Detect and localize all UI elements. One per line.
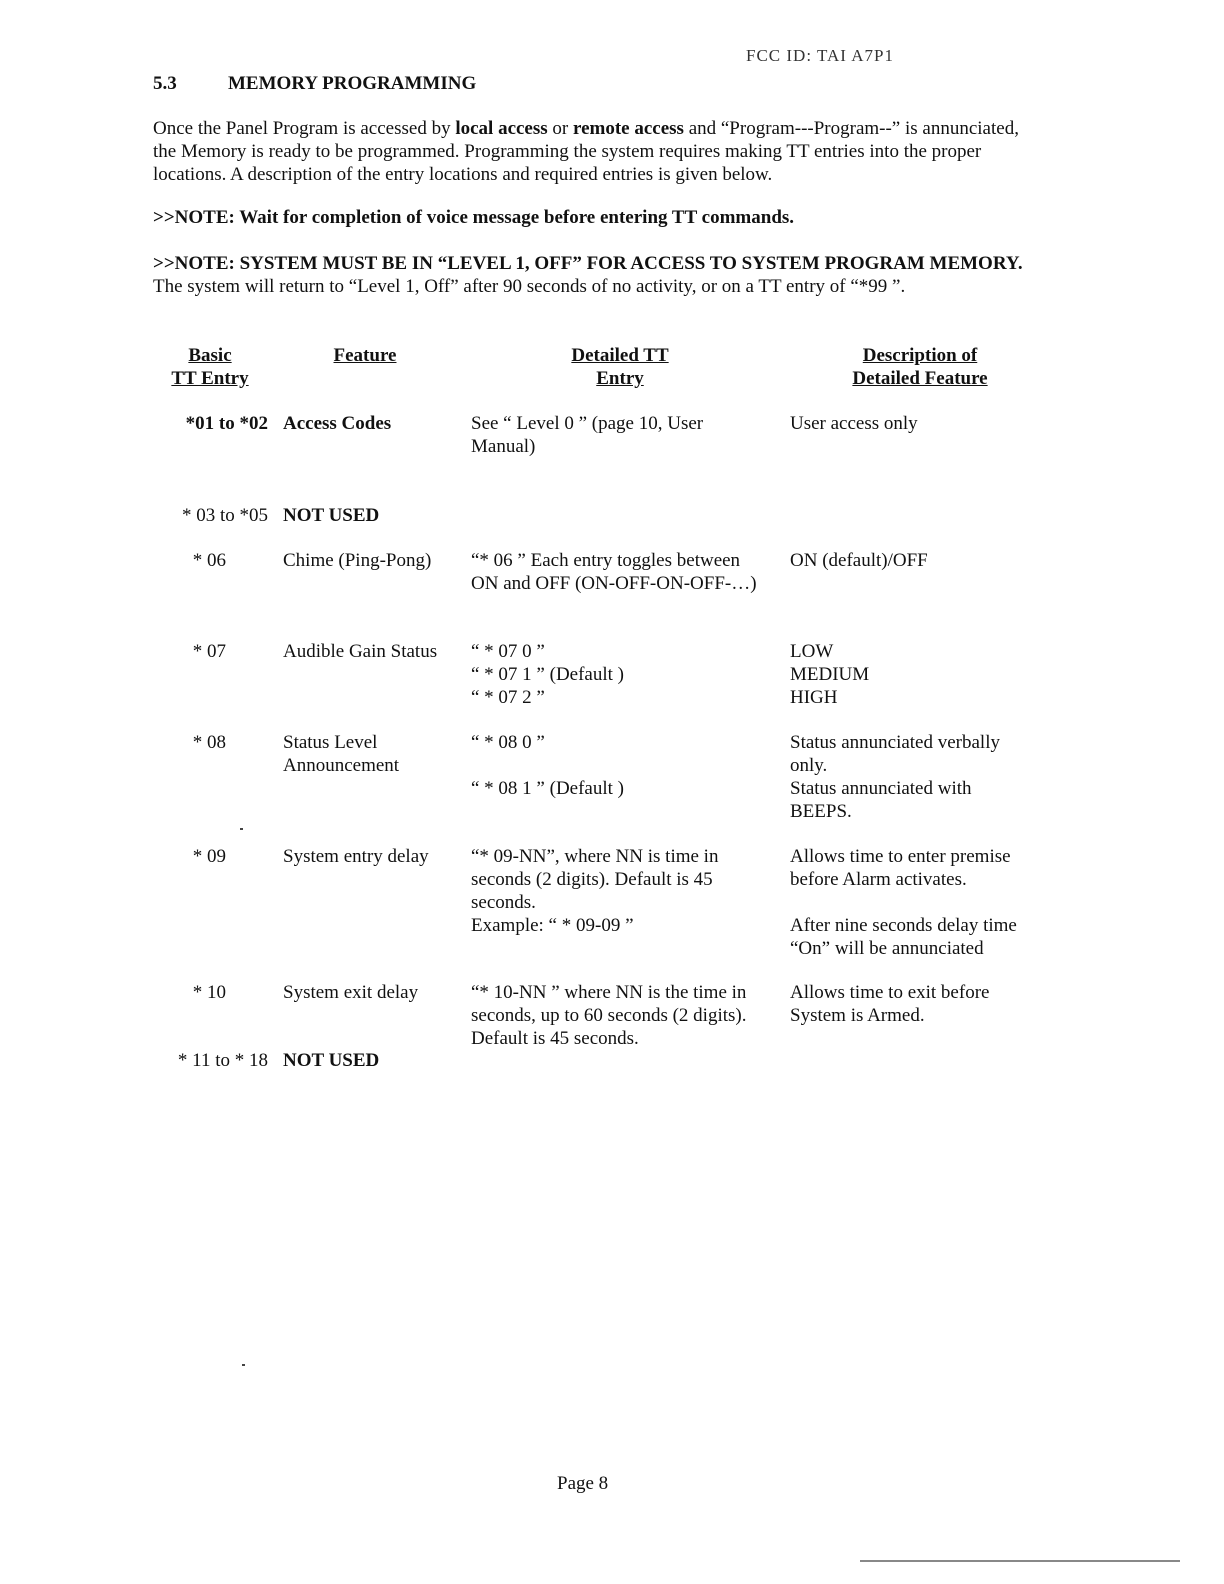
note-system-level-bold: >>NOTE: SYSTEM MUST BE IN “LEVEL 1, OFF” FOR ACCESS TO SYSTEM PROGRAM MEMORY. bbox=[153, 253, 1023, 274]
feature-line: Announcement bbox=[283, 755, 400, 776]
row-desc bbox=[790, 731, 1050, 823]
desc-line: Allows time to exit before bbox=[790, 982, 990, 1003]
desc-line: Allows time to enter premise bbox=[790, 846, 1011, 867]
desc-line: User access only bbox=[790, 413, 918, 434]
row-detail bbox=[471, 412, 771, 458]
desc-spacer bbox=[790, 891, 1050, 914]
header-desc-line2: Detailed Feature bbox=[852, 368, 988, 389]
detail-line: seconds, up to 60 seconds (2 digits). bbox=[471, 1005, 747, 1026]
row-feature: Access Codes bbox=[283, 413, 392, 434]
scan-edge-line bbox=[860, 1560, 1180, 1562]
row-feature: Audible Gain Status bbox=[283, 641, 438, 662]
remote-access-term: remote access bbox=[572, 118, 684, 139]
header-detailed-tt-entry bbox=[540, 344, 700, 390]
row-feature: NOT USED bbox=[283, 505, 380, 526]
intro-text-1: Once the Panel Program is accessed by bbox=[153, 118, 456, 139]
row-detail bbox=[471, 981, 771, 1050]
detail-line: “* 06 ” Each entry toggles between bbox=[471, 550, 741, 571]
row-feature bbox=[283, 731, 458, 777]
header-basic-line2: TT Entry bbox=[171, 368, 249, 389]
row-entry: * 08 bbox=[192, 732, 226, 753]
detail-line: “ * 08 0 ” bbox=[471, 732, 545, 753]
row-desc bbox=[790, 640, 1050, 709]
feature-line: Status Level bbox=[283, 732, 378, 753]
scan-speck bbox=[240, 828, 243, 830]
row-entry: * 10 bbox=[192, 982, 226, 1003]
row-entry: * 11 to * 18 bbox=[177, 1050, 268, 1071]
desc-line: Status annunciated with bbox=[790, 778, 972, 799]
detail-line: “ * 08 1 ” (Default ) bbox=[471, 778, 624, 799]
row-detail bbox=[471, 549, 771, 595]
row-detail bbox=[471, 731, 771, 800]
header-feature: Feature bbox=[333, 345, 397, 366]
row-entry: * 06 bbox=[192, 550, 226, 571]
header-desc-line1: Description of bbox=[862, 345, 978, 366]
header-basic-tt-entry bbox=[150, 344, 270, 390]
desc-line: only. bbox=[790, 755, 828, 776]
row-detail bbox=[471, 640, 771, 709]
detail-line: “ * 07 1 ” (Default ) bbox=[471, 664, 624, 685]
desc-line: “On” will be annunciated bbox=[790, 938, 984, 959]
scan-speck bbox=[242, 1364, 245, 1366]
row-desc bbox=[790, 412, 1050, 435]
local-access-term: local access bbox=[455, 118, 548, 139]
detail-line: seconds. bbox=[471, 892, 536, 913]
section-title: MEMORY PROGRAMMING bbox=[228, 73, 477, 94]
detail-line: “* 09-NN”, where NN is time in bbox=[471, 846, 719, 867]
desc-line: LOW bbox=[790, 641, 834, 662]
row-feature: Chime (Ping-Pong) bbox=[283, 550, 432, 571]
detail-line: See “ Level 0 ” (page 10, User bbox=[471, 413, 704, 434]
detail-line: Manual) bbox=[471, 436, 536, 457]
detail-line: Example: “ * 09-09 ” bbox=[471, 915, 634, 936]
desc-line: After nine seconds delay time bbox=[790, 915, 1017, 936]
desc-line: ON (default)/OFF bbox=[790, 550, 928, 571]
header-description bbox=[820, 344, 1020, 390]
row-feature: NOT USED bbox=[283, 1050, 380, 1071]
header-basic-line1: Basic bbox=[188, 345, 232, 366]
desc-line: System is Armed. bbox=[790, 1005, 925, 1026]
row-feature: System entry delay bbox=[283, 846, 429, 867]
header-detailed-line2: Entry bbox=[596, 368, 644, 389]
header-detailed-line1: Detailed TT bbox=[571, 345, 669, 366]
row-desc bbox=[790, 845, 1050, 960]
detail-line: “* 10-NN ” where NN is the time in bbox=[471, 982, 747, 1003]
desc-line: MEDIUM bbox=[790, 664, 870, 685]
detail-spacer bbox=[471, 754, 771, 777]
note-system-level-text: The system will return to “Level 1, Off” after 90 seconds of no activity, or on a TT entry of “*99 ”. bbox=[153, 276, 906, 297]
row-entry: * 07 bbox=[192, 641, 226, 662]
detail-line: seconds (2 digits). Default is 45 bbox=[471, 869, 713, 890]
intro-paragraph bbox=[153, 117, 1033, 186]
row-entry: * 09 bbox=[192, 846, 226, 867]
desc-line: before Alarm activates. bbox=[790, 869, 967, 890]
section-number: 5.3 bbox=[153, 73, 177, 94]
desc-line: Status annunciated verbally bbox=[790, 732, 1000, 753]
row-desc bbox=[790, 549, 1050, 572]
note-system-level bbox=[153, 252, 1033, 298]
detail-line: ON and OFF (ON-OFF-ON-OFF-…) bbox=[471, 573, 757, 594]
intro-or: or bbox=[547, 118, 573, 139]
desc-line: BEEPS. bbox=[790, 801, 852, 822]
intro-text-2: and “Program---Program--” is annunciated, the Memory is ready to be programmed. Programming the system requires making TT entries into the proper locations. A description of the entry locations and required entries is given below. bbox=[153, 118, 1019, 185]
detail-line: “ * 07 0 ” bbox=[471, 641, 545, 662]
note-voice-message: >>NOTE: Wait for completion of voice message before entering TT commands. bbox=[153, 207, 795, 228]
fcc-id: FCC ID: TAI A7P1 bbox=[746, 46, 894, 65]
row-entry: *01 to *02 bbox=[185, 413, 268, 434]
row-detail bbox=[471, 845, 771, 937]
page-number: Page 8 bbox=[557, 1473, 609, 1494]
desc-line: HIGH bbox=[790, 687, 838, 708]
detail-line: “ * 07 2 ” bbox=[471, 687, 545, 708]
row-entry: * 03 to *05 bbox=[181, 505, 268, 526]
row-feature: System exit delay bbox=[283, 982, 419, 1003]
row-desc bbox=[790, 981, 1050, 1027]
detail-line: Default is 45 seconds. bbox=[471, 1028, 639, 1049]
